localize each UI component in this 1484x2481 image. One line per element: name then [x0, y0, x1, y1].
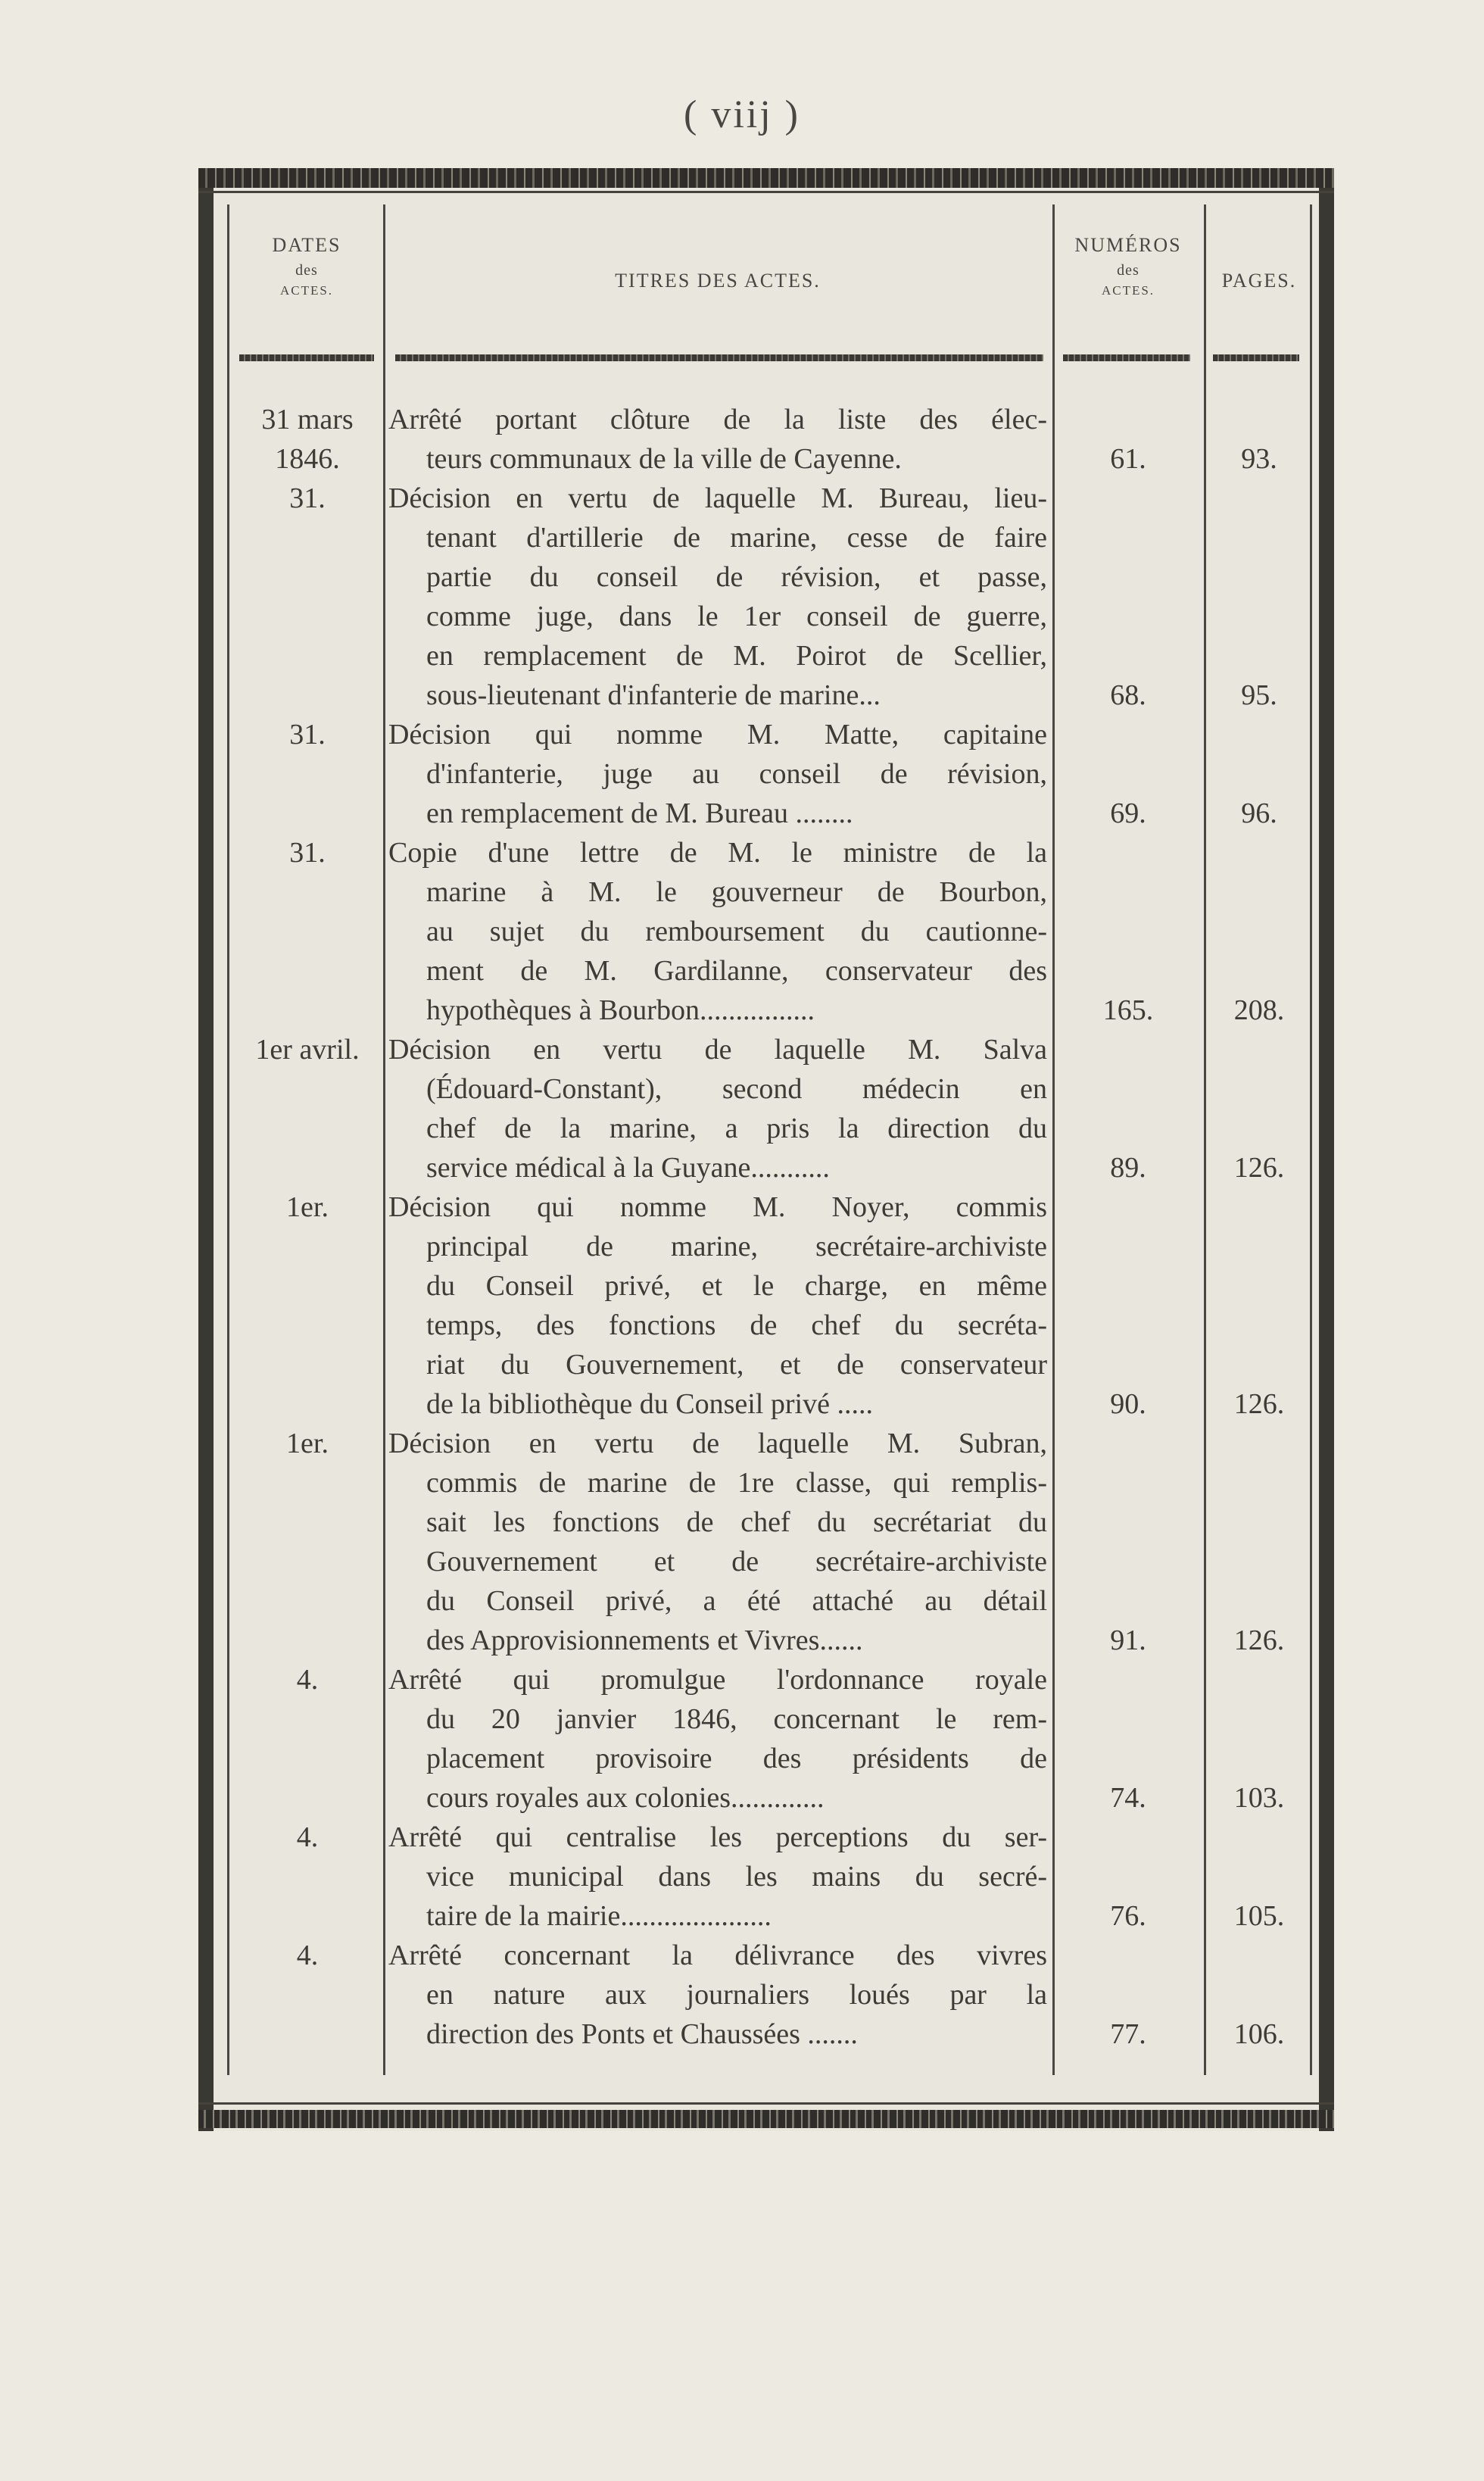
entry-page: 95. — [1241, 679, 1277, 711]
entry-title-line: teurs communaux de la ville de Cayenne. — [426, 443, 902, 475]
entry-title-line: Arrêté qui promulgue l'ordonnance royale — [388, 1664, 1047, 1696]
entry-page: 106. — [1233, 2018, 1285, 2050]
entry-number: 68. — [1110, 679, 1146, 711]
entry-page: 126. — [1233, 1152, 1285, 1184]
entry-title-line: Décision en vertu de laquelle M. Salva — [388, 1034, 1047, 1066]
entry-title-line: service médical à la Guyane........... — [426, 1152, 830, 1184]
header-dates-sub2: ACTES. — [279, 282, 334, 298]
header-dates — [235, 231, 379, 300]
entry-title — [388, 479, 1047, 715]
entry-title-line: hypothèques à Bourbon................ — [426, 994, 815, 1026]
header-numeros-sub2: ACTES. — [1101, 282, 1155, 298]
entries-list — [0, 400, 1484, 2054]
page-number: ( viij ) — [684, 93, 800, 136]
table-row — [0, 479, 1484, 715]
entry-title-line: Décision en vertu de laquelle M. Bureau, lieu- — [388, 482, 1047, 514]
header-pages — [1210, 267, 1308, 295]
entry-title-line: sait les fonctions de chef du secrétariat du — [426, 1506, 1047, 1538]
entry-title-line: vice municipal dans les mains du secré- — [426, 1861, 1047, 1893]
entry-title-line: taire de la mairie..................... — [426, 1900, 772, 1932]
entry-title-line: temps, des fonctions de chef du secréta- — [426, 1309, 1047, 1341]
entry-page: 103. — [1233, 1782, 1285, 1814]
entry-title-line: Arrêté qui centralise les perceptions du ser- — [388, 1821, 1047, 1853]
header-numeros-sub1: des — [1117, 261, 1140, 279]
table-row — [0, 1818, 1484, 1936]
entry-title-line: Décision qui nomme M. Matte, capitaine — [388, 719, 1047, 751]
entry-title-line: Copie d'une lettre de M. le ministre de la — [388, 837, 1047, 869]
table-row — [0, 1936, 1484, 2054]
entry-title-line: Décision en vertu de laquelle M. Subran, — [388, 1428, 1047, 1459]
frame-top-rule — [198, 191, 1334, 193]
header-rule-titles — [395, 354, 1043, 361]
entry-title-line: cours royales aux colonies............. — [426, 1782, 825, 1814]
entry-title-line: Décision qui nomme M. Noyer, commis — [388, 1191, 1047, 1223]
entry-number: 76. — [1110, 1900, 1146, 1932]
header-titles-title: TITRES DES ACTES. — [615, 270, 821, 292]
frame-bottom-rule — [198, 2102, 1334, 2105]
entry-title-line: du 20 janvier 1846, concernant le rem- — [426, 1703, 1047, 1735]
entry-title — [388, 1030, 1047, 1187]
header-dates-sub1: des — [295, 261, 318, 279]
entry-title-line: riat du Gouvernement, et de conservateur — [426, 1349, 1047, 1381]
header-pages-title: PAGES. — [1221, 270, 1297, 292]
entry-title-line: du Conseil privé, a été attaché au détail — [426, 1585, 1047, 1617]
entry-date: 31. — [289, 837, 326, 869]
entry-title — [388, 833, 1047, 1030]
header-titles — [388, 267, 1047, 295]
entry-date: 1er avril. — [255, 1034, 360, 1066]
entry-title-line: au sujet du remboursement du cautionne- — [426, 916, 1047, 947]
entry-date: 1er. — [286, 1191, 329, 1223]
entry-title — [388, 1187, 1047, 1424]
entry-title-line: des Approvisionnements et Vivres...... — [426, 1624, 863, 1656]
entry-title-line: placement provisoire des présidents de — [426, 1743, 1047, 1774]
entry-title-line: direction des Ponts et Chaussées ....... — [426, 2018, 858, 2050]
entry-number: 89. — [1110, 1152, 1146, 1184]
entry-date: 1er. — [286, 1428, 329, 1459]
entry-title — [388, 1424, 1047, 1660]
header-numeros-title: NUMÉROS — [1074, 234, 1182, 256]
entry-title-line: de la bibliothèque du Conseil privé ..... — [426, 1388, 873, 1420]
entry-page: 208. — [1233, 994, 1285, 1026]
entry-date: 31. — [289, 719, 326, 751]
entry-date: 31. — [289, 482, 326, 514]
entry-date: 4. — [296, 1664, 319, 1696]
entry-title-line: sous-lieutenant d'infanterie de marine... — [426, 679, 881, 711]
entry-title-line: en nature aux journaliers loués par la — [426, 1979, 1047, 2011]
entry-page: 93. — [1241, 443, 1277, 475]
frame-top-border — [198, 168, 1334, 188]
entry-title — [388, 400, 1047, 479]
entry-page: 126. — [1233, 1624, 1285, 1656]
table-row — [0, 400, 1484, 479]
entry-title — [388, 715, 1047, 833]
entry-title — [388, 1818, 1047, 1936]
entry-title-line: Gouvernement et de secrétaire-archiviste — [426, 1546, 1047, 1578]
entry-title-line: tenant d'artillerie de marine, cesse de faire — [426, 522, 1047, 554]
entry-title-line: en remplacement de M. Bureau ........ — [426, 797, 853, 829]
entry-title-line: du Conseil privé, et le charge, en même — [426, 1270, 1047, 1302]
entry-title-line: principal de marine, secrétaire-archiviste — [426, 1231, 1047, 1262]
entry-number: 69. — [1110, 797, 1146, 829]
header-rule-pages — [1213, 354, 1299, 361]
header-rule-numbers — [1063, 354, 1190, 361]
entry-title-line: comme juge, dans le 1er conseil de guerre, — [426, 601, 1047, 632]
frame-bottom-border — [198, 2110, 1334, 2128]
entry-title-line: Arrêté concernant la délivrance des vivres — [388, 1940, 1047, 1971]
entry-date: 31 mars 1846. — [261, 404, 354, 475]
table-row — [0, 1660, 1484, 1818]
entry-date: 4. — [296, 1940, 319, 1971]
entry-date: 4. — [296, 1821, 319, 1853]
header-numeros — [1056, 231, 1200, 300]
entry-title-line: commis de marine de 1re classe, qui remplis- — [426, 1467, 1047, 1499]
entry-number: 90. — [1110, 1388, 1146, 1420]
entry-title-line: en remplacement de M. Poirot de Scellier, — [426, 640, 1047, 672]
entry-page: 105. — [1233, 1900, 1285, 1932]
entry-title-line: chef de la marine, a pris la direction du — [426, 1113, 1047, 1144]
entry-title-line: (Édouard-Constant), second médecin en — [426, 1073, 1047, 1105]
table-row — [0, 1187, 1484, 1424]
entry-title-line: partie du conseil de révision, et passe, — [426, 561, 1047, 593]
entry-title-line: Arrêté portant clôture de la liste des élec- — [388, 404, 1047, 435]
entry-title-line: marine à M. le gouverneur de Bourbon, — [426, 876, 1047, 908]
table-row — [0, 715, 1484, 833]
table-row — [0, 1030, 1484, 1187]
entry-number: 77. — [1110, 2018, 1146, 2050]
entry-title — [388, 1660, 1047, 1818]
entry-title — [388, 1936, 1047, 2054]
entry-page: 96. — [1241, 797, 1277, 829]
entry-number: 91. — [1110, 1624, 1146, 1656]
header-rule-dates — [239, 354, 374, 361]
table-row — [0, 833, 1484, 1030]
entry-title-line: d'infanterie, juge au conseil de révision, — [426, 758, 1047, 790]
header-dates-title: DATES — [272, 234, 341, 256]
entry-number: 165. — [1102, 994, 1154, 1026]
entry-number: 74. — [1110, 1782, 1146, 1814]
entry-title-line: ment de M. Gardilanne, conservateur des — [426, 955, 1047, 987]
table-row — [0, 1424, 1484, 1660]
entry-page: 126. — [1233, 1388, 1285, 1420]
entry-number: 61. — [1110, 443, 1146, 475]
